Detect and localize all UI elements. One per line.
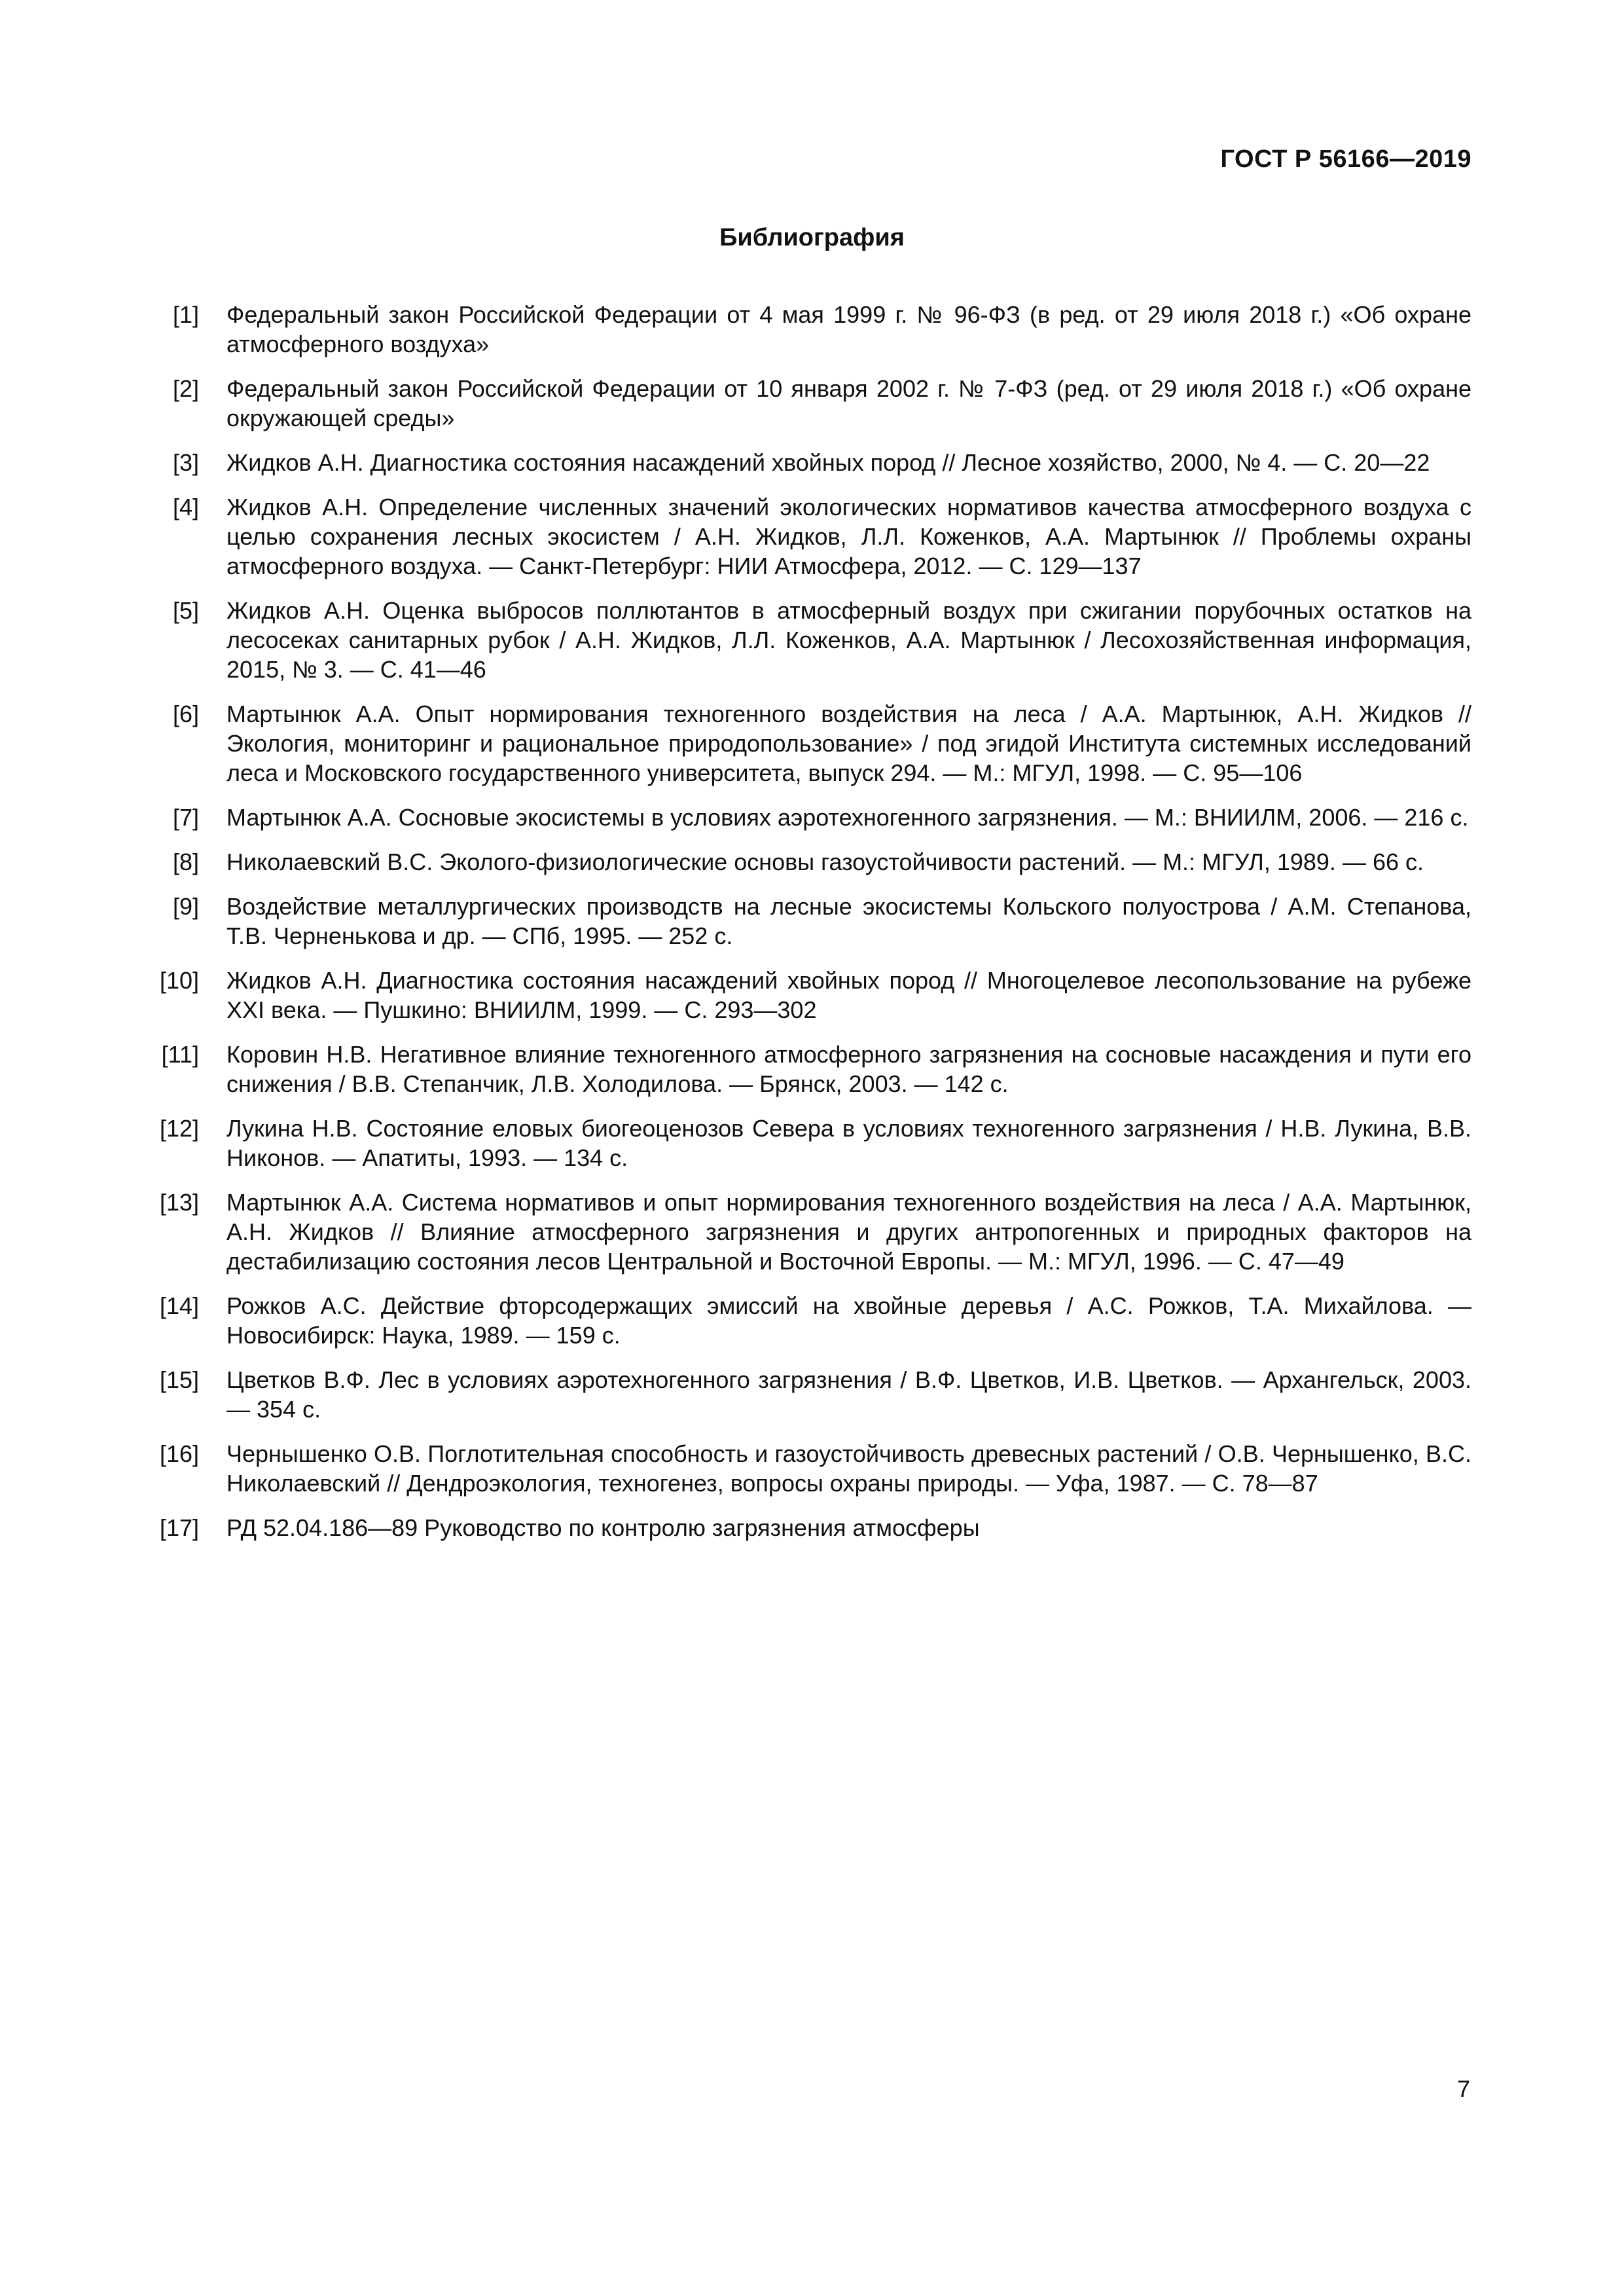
entry-text: Воздействие металлургических производств на лесные экосистемы Кольского полуострова / А.М. Степанова, Т.В. Черненькова и др. — СПб, 1995. — 252 с. [226,893,1471,949]
bibliography-entry [152,1365,1471,1424]
entry-number: [13] [159,1189,199,1216]
bibliography-entry [152,448,1471,477]
bibliography-entry [152,1040,1471,1099]
entry-text: Николаевский В.С. Эколого-физиологические основы газоустойчивости растений. — М.: МГУЛ, 1989. — 66 с. [226,848,1424,875]
entry-text: Жидков А.Н. Оценка выбросов поллютантов в атмосферный воздух при сжигании порубочных остатков на лесосеках санитарных рубок / А.Н. Жидков, Л.Л. Коженков, А.А. Мартынюк / Лесохозяйственная информация, 2015, № 3. — С. 41—46 [226,597,1471,683]
entry-text: Жидков А.Н. Диагностика состояния насаждений хвойных пород // Лесное хозяйство, 2000, № 4. — С. 20—22 [226,449,1430,476]
entry-text: РД 52.04.186—89 Руководство по контролю загрязнения атмосферы [226,1514,980,1541]
entry-number: [4] [172,494,199,520]
entry-text: Жидков А.Н. Диагностика состояния насаждений хвойных пород // Многоцелевое лесопользование на рубеже XXI века. — Пушкино: ВНИИЛМ, 1999. — С. 293—302 [226,967,1471,1023]
bibliography-entry [152,1291,1471,1350]
entry-number: [12] [159,1115,199,1142]
bibliography-entry [152,803,1471,832]
entry-number: [16] [159,1440,199,1467]
entry-number: [11] [161,1041,199,1068]
entry-number: [5] [172,597,199,624]
bibliography-entry [152,1513,1471,1542]
entry-text: Мартынюк А.А. Сосновые экосистемы в условиях аэротехногенного загрязнения. — М.: ВНИИЛМ, 2006. — 216 с. [226,804,1469,831]
entry-text: Лукина Н.В. Состояние еловых биогеоценозов Севера в условиях техногенного загрязнения / Н.В. Лукина, В.В. Никонов. — Апатиты, 1993. — 134 с. [226,1115,1471,1171]
bibliography-entry [152,1188,1471,1276]
entry-text: Федеральный закон Российской Федерации от 10 января 2002 г. № 7-ФЗ (ред. от 29 июля 2018 г.) «Об охране окружающей среды» [226,375,1471,431]
page-number: 7 [1456,2075,1470,2102]
bibliography-entry [152,699,1471,788]
entry-number: [2] [172,375,199,402]
bibliography-entry [152,596,1471,684]
bibliography-entry [152,374,1471,433]
bibliography-entry [152,300,1471,359]
entry-text: Федеральный закон Российской Федерации от 4 мая 1999 г. № 96-ФЗ (в ред. от 29 июля 2018 г.) «Об охране атмосферного воздуха» [226,301,1471,357]
entry-number: [8] [172,848,199,875]
entry-text: Рожков А.С. Действие фторсодержащих эмиссий на хвойные деревья / А.С. Рожков, Т.А. Михайлова. — Новосибирск: Наука, 1989. — 159 с. [226,1292,1471,1349]
bibliography-entry [152,966,1471,1025]
bibliography-entry [152,892,1471,951]
bibliography-entry [152,1439,1471,1498]
entry-number: [14] [159,1292,199,1319]
entry-text: Чернышенко О.В. Поглотительная способность и газоустойчивость древесных растений / О.В. Чернышенко, В.С. Николаевский // Дендроэкология, техногенез, вопросы охраны природы. — Уфа, 1987. — С. 78—87 [226,1440,1471,1497]
entry-text: Жидков А.Н. Определение численных значений экологических нормативов качества атмосферного воздуха с целью сохранения лесных экосистем / А.Н. Жидков, Л.Л. Коженков, А.А. Мартынюк // Проблемы охраны атмосферного воздуха. — Санкт-Петербург: НИИ Атмосфера, 2012. — С. 129—137 [226,494,1471,579]
entry-text: Коровин Н.В. Негативное влияние техногенного атмосферного загрязнения на сосновые насаждения и пути его снижения / В.В. Степанчик, Л.В. Холодилова. — Брянск, 2003. — 142 с. [226,1041,1471,1097]
entry-number: [17] [159,1514,199,1541]
entry-number: [10] [159,967,199,994]
section-title: Библиография [719,224,905,251]
bibliography-list [152,300,1471,1558]
bibliography-entry [152,847,1471,877]
entry-number: [6] [172,701,199,727]
document-code: ГОСТ Р 56166—2019 [1220,145,1471,173]
entry-text: Мартынюк А.А. Опыт нормирования техногенного воздействия на леса / А.А. Мартынюк, А.Н. Жидков // Экология, мониторинг и рациональное природопользование» / под эгидой Института системных исследований леса и Московского государственного университета, выпуск 294. — М.: МГУЛ, 1998. — С. 95—106 [226,701,1471,786]
entry-number: [7] [172,804,199,831]
bibliography-entry [152,492,1471,581]
entry-text: Мартынюк А.А. Система нормативов и опыт нормирования техногенного воздействия на леса / А.А. Мартынюк, А.Н. Жидков // Влияние атмосферного загрязнения и других антропогенных и природных факторов на дестабилизацию состояния лесов Центральной и Восточной Европы. — М.: МГУЛ, 1996. — С. 47—49 [226,1189,1471,1275]
entry-number: [15] [159,1366,199,1393]
entry-text: Цветков В.Ф. Лес в условиях аэротехногенного загрязнения / В.Ф. Цветков, И.В. Цветков. — Архангельск, 2003. — 354 с. [226,1366,1471,1423]
entry-number: [3] [172,449,199,476]
entry-number: [1] [172,301,199,328]
entry-number: [9] [172,893,199,920]
bibliography-entry [152,1114,1471,1173]
